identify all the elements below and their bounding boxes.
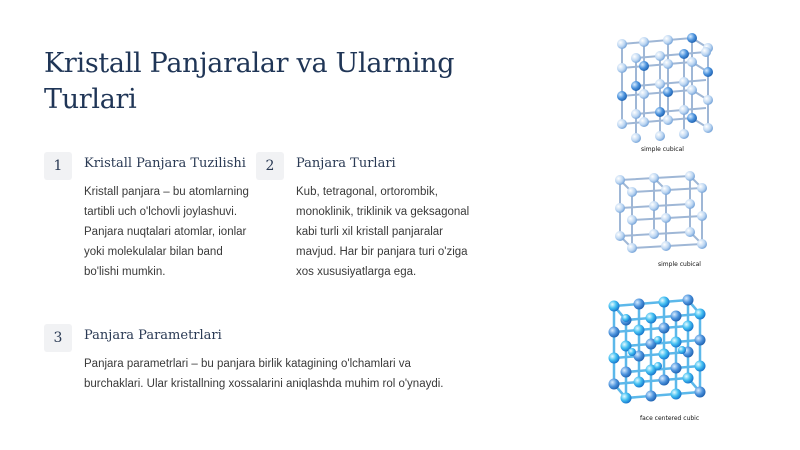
item-3-number: 3 <box>44 324 72 352</box>
slide-title: Kristall Panjaralar va Ularning Turlari <box>44 48 455 115</box>
image-1-caption: simple cubical <box>641 146 684 153</box>
item-1-number: 1 <box>44 152 72 180</box>
image-2-caption: simple cubical <box>658 261 701 268</box>
simple-cubic-lattice-icon <box>606 28 718 146</box>
item-2-body: Kub, tetragonal, ortorombik, monoklinik, triklinik va geksagonal kabi turli xil kristall panjaralar mavjud. Har bir panjara turi o'ziga xos xususiyatlarga ega. <box>296 186 470 278</box>
item-1-heading: Kristall Panjara Tuzilishi <box>84 156 246 171</box>
item-2-heading: Panjara Turlari <box>296 156 396 171</box>
item-3-body: Panjara parametrlari – bu panjara birlik katagining o'lchamlari va burchaklari. Ular kristallning xossalarini aniqlashda muhim rol o'ynaydi. <box>84 358 444 390</box>
item-1 <box>44 152 254 302</box>
item-3-heading: Panjara Parametrlari <box>84 328 222 343</box>
item-2-number: 2 <box>256 152 284 180</box>
item-1-body: Kristall panjara – bu atomlarning tartibli uch o'lchovli joylashuvi. Panjara nuqtalari atomlar, ionlar yoki molekulalar bilan band bo'lishi mumkin. <box>84 186 249 278</box>
item-2 <box>256 152 476 302</box>
image-3-caption: face centered cubic <box>640 415 700 422</box>
face-centered-cubic-lattice-icon <box>604 292 708 410</box>
simple-cubic-lattice-icon <box>610 166 710 256</box>
item-3 <box>44 324 464 424</box>
